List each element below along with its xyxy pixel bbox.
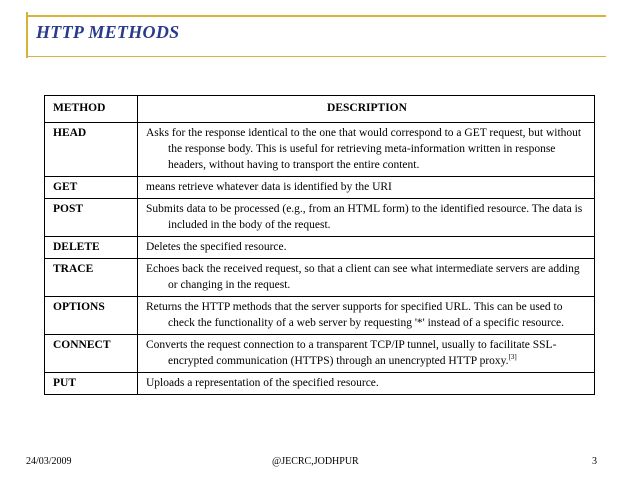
- vertical-rule: [26, 12, 28, 58]
- table-row: [45, 123, 595, 177]
- method-description: [138, 373, 595, 395]
- description-text: Echoes back the received request, so that a client can see what intermediate servers are adding or changing in the request.: [146, 263, 580, 291]
- table-row: [45, 335, 595, 373]
- method-column-header: METHOD: [45, 96, 138, 123]
- table-row: [45, 373, 595, 395]
- description-text: means retrieve whatever data is identified by the URI: [146, 181, 392, 193]
- description-text: Returns the HTTP methods that the server supports for specified URL. This can be used to check the functionality of a web server by requesting '*' instead of a specific resource.: [146, 301, 564, 329]
- method-description: [138, 297, 595, 335]
- method-description: [138, 335, 595, 373]
- method-name: OPTIONS: [45, 297, 138, 335]
- method-name: POST: [45, 199, 138, 237]
- method-name: GET: [45, 177, 138, 199]
- method-name: DELETE: [45, 237, 138, 259]
- footer-date: 24/03/2009: [26, 456, 72, 467]
- description-text: [146, 337, 588, 369]
- page-number: 3: [592, 456, 597, 467]
- title-underline-rule: [26, 56, 606, 57]
- method-name: CONNECT: [45, 335, 138, 373]
- method-description: [138, 259, 595, 297]
- table-header-row: [45, 96, 595, 123]
- table-row: [45, 297, 595, 335]
- description-text: Uploads a representation of the specified resource.: [146, 377, 379, 389]
- table-row: [45, 199, 595, 237]
- method-name: TRACE: [45, 259, 138, 297]
- top-rule: [26, 15, 606, 17]
- footnote-reference: [3]: [508, 353, 517, 362]
- description-column-header: DESCRIPTION: [138, 96, 595, 123]
- description-text: Asks for the response identical to the one that would correspond to a GET request, but without the response body. This is useful for retrieving meta-information written in response headers, without having to transport the entire content.: [146, 127, 582, 171]
- footer-organization: @JECRC,JODHPUR: [272, 456, 359, 467]
- description-body: Converts the request connection to a transparent TCP/IP tunnel, usually to facilitate SSL-encrypted communication (HTTPS) through an unencrypted HTTP proxy.: [146, 339, 557, 367]
- table-row: [45, 259, 595, 297]
- method-name: PUT: [45, 373, 138, 395]
- description-text: Deletes the specified resource.: [146, 241, 287, 253]
- http-methods-table: [44, 95, 595, 395]
- method-description: [138, 123, 595, 177]
- table-row: [45, 237, 595, 259]
- method-description: [138, 199, 595, 237]
- description-text: Submits data to be processed (e.g., from an HTML form) to the identified resource. The data is included in the body of the request.: [146, 203, 583, 231]
- method-description: [138, 237, 595, 259]
- slide-title: HTTP METHODS: [36, 22, 180, 42]
- method-name: HEAD: [45, 123, 138, 177]
- method-description: [138, 177, 595, 199]
- table-row: [45, 177, 595, 199]
